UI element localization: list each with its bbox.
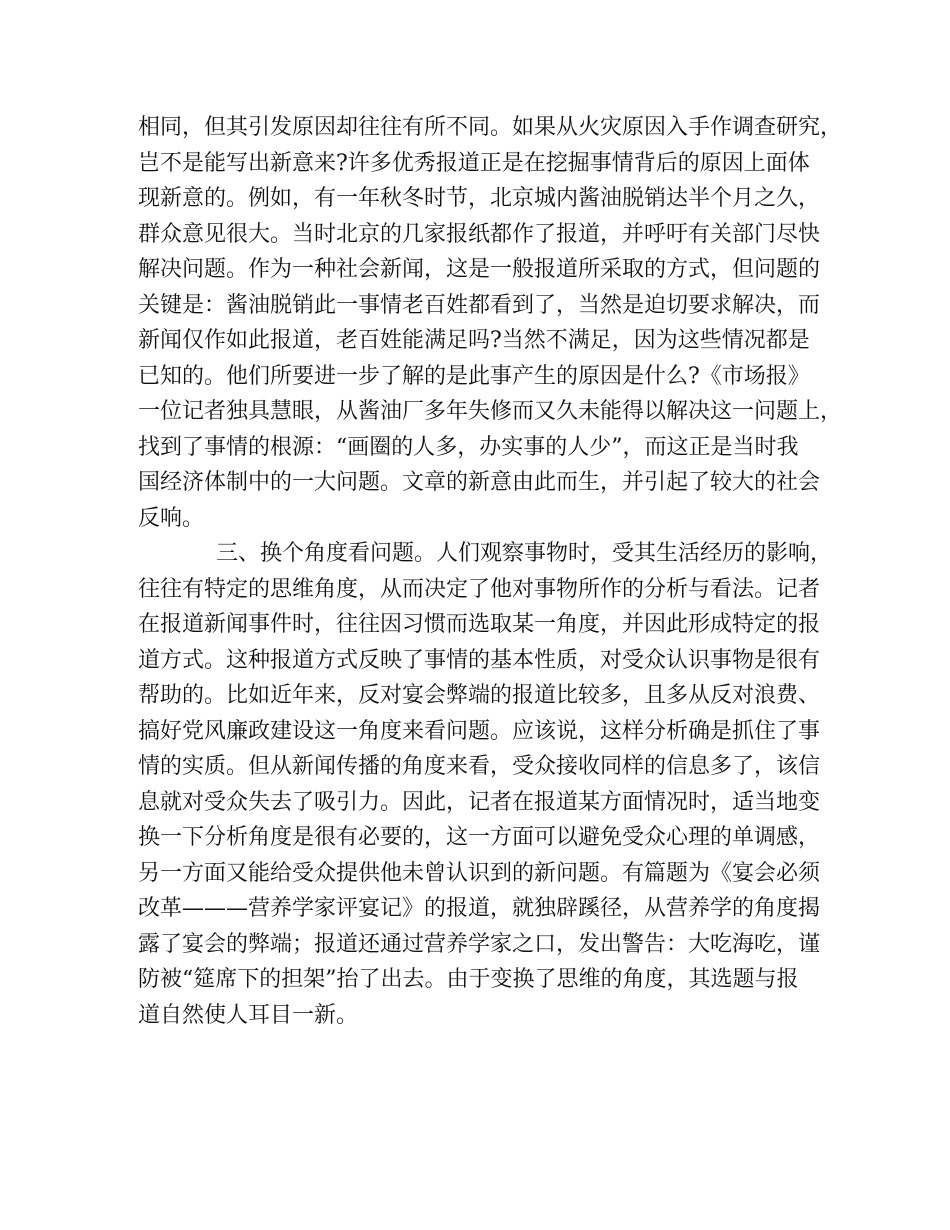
paragraph-2 <box>138 536 833 1033</box>
text-line: 新闻仅作如此报道，老百姓能满足吗?当然不满足，因为这些情况都是 <box>138 328 810 353</box>
text-line: 道自然使人耳目一新。 <box>138 1002 359 1028</box>
text-line: 道方式。这种报道方式反映了事情的基本性质，对受众认识事物是很有 <box>138 647 821 673</box>
text-line: 一位记者独具慧眼，从酱油厂多年失修而又久未能得以解决这一问题上， <box>138 399 843 424</box>
text-line: 解决问题。作为一种社会新闻，这是一般报道所采取的方式，但问题的 <box>138 257 821 282</box>
text-line: 在报道新闻事件时，往往因习惯而选取某一角度，并因此形成特定的报 <box>138 612 821 637</box>
text-line: 帮助的。比如近年来，反对宴会弊端的报道比较多，且多从反对浪费、 <box>138 683 821 708</box>
text-line: 岂不是能写出新意来?许多优秀报道正是在挖掘事情背后的原因上面体 <box>138 150 810 176</box>
text-line: 群众意见很大。当时北京的几家报纸都作了报道，并呼吁有关部门尽快 <box>138 221 821 247</box>
text-line: 国经济体制中的一大问题。文章的新意由此而生，并引起了较大的社会 <box>138 470 821 495</box>
text-line: 反响。 <box>138 505 205 531</box>
text-line: 情的实质。但从新闻传播的角度来看，受众接收同样的信息多了，该信 <box>138 754 821 779</box>
text-line-indented: 三、换个角度看问题。人们观察事物时，受其生活经历的影响， <box>216 541 833 566</box>
text-line: 已知的。他们所要进一步了解的是此事产生的原因是什么?《市场报》 <box>138 363 810 389</box>
text-line: 另一方面又能给受众提供他未曾认识到的新问题。有篇题为《宴会必须 <box>138 860 821 886</box>
text-line: 改革———营养学家评宴记》的报道，就独辟蹊径，从营养学的角度揭 <box>138 896 821 921</box>
text-line: 往往有特定的思维角度，从而决定了他对事物所作的分析与看法。记者 <box>138 576 821 602</box>
text-line: 息就对受众失去了吸引力。因此，记者在报道某方面情况时，适当地变 <box>138 789 821 815</box>
text-line: 相同，但其引发原因却往往有所不同。如果从火灾原因入手作调查研究， <box>138 115 843 140</box>
text-line: 露了宴会的弊端；报道还通过营养学家之口，发出警告：大吃海吃，谨 <box>138 931 821 957</box>
text-line: 防被“筵席下的担架”抬了出去。由于变换了思维的角度，其选题与报 <box>138 967 799 992</box>
text-line: 关键是：酱油脱销此一事情老百姓都看到了，当然是迫切要求解决，而 <box>138 292 821 318</box>
text-line: 换一下分析角度是很有必要的，这一方面可以避免受众心理的单调感， <box>138 825 821 850</box>
paragraph-1 <box>138 110 843 536</box>
text-line: 搞好党风廉政建设这一角度来看问题。应该说，这样分析确是抓住了事 <box>138 718 821 744</box>
text-line: 现新意的。例如，有一年秋冬时节，北京城内酱油脱销达半个月之久， <box>138 186 821 211</box>
body-text <box>138 110 843 1033</box>
text-line: 找到了事情的根源：“画圈的人多，办实事的人少”，而这正是当时我 <box>138 434 799 460</box>
